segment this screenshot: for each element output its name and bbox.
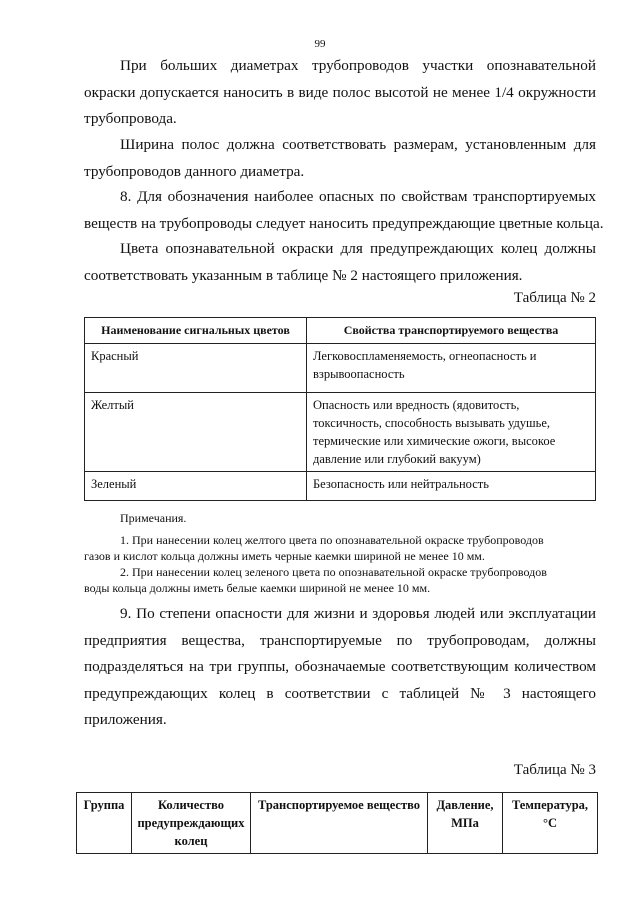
table-cell: Красный: [85, 344, 307, 393]
table-cell: Желтый: [85, 393, 307, 472]
text-line: предупреждающих колец в соответствии с таблицей № 3 настоящего: [84, 684, 596, 702]
text-line: 8. Для обозначения наиболее опасных по свойствам транспортируемых: [120, 188, 596, 205]
note-line: воды кольца должны иметь белые каемки шириной не менее 10 мм.: [84, 581, 431, 595]
table-header-cell: Транспортируемое вещество: [251, 793, 428, 854]
text-line: приложения.: [84, 711, 167, 728]
table-3-caption: Таблица № 3: [513, 762, 596, 778]
note-line: 1. При нанесении колец желтого цвета по опознавательной окраске трубопроводов: [120, 533, 544, 547]
text-line: окраски допускается наносить в виде полос высотой не менее 1/4 окружности: [84, 83, 596, 101]
text-line: предприятия вещества, транспортируемые по трубопроводам, должны: [84, 631, 596, 649]
paragraph-stripe-width: [84, 132, 596, 185]
table-cell: Легковоспламеняемость, огнеопасность и взрывоопасность: [307, 344, 596, 393]
text-line: Ширина полос должна соответствовать размерам, установленным для: [120, 136, 596, 153]
table-cell: Зеленый: [85, 472, 307, 501]
text-line: соответствовать указанным в таблице № 2 настоящего приложения.: [84, 266, 523, 284]
text-line: 9. По степени опасности для жизни и здоровья людей или эксплуатации: [120, 605, 596, 622]
paragraph-stripes: [84, 53, 596, 133]
paragraph-item-9: [84, 601, 596, 734]
notes-title: Примечания.: [120, 511, 187, 525]
table-2-caption: Таблица № 2: [513, 290, 596, 306]
text-line: Цвета опознавательной окраски для предупреждающих колец должны: [120, 240, 596, 257]
table-3: [76, 792, 598, 854]
notes-block: [84, 510, 599, 596]
table-cell: Безопасность или нейтральность: [307, 472, 596, 501]
text-line: трубопроводов данного диаметра.: [84, 162, 305, 180]
table-2: [84, 317, 596, 501]
paragraph-item-8: [84, 184, 604, 237]
table-header-cell: Свойства транспортируемого вещества: [307, 318, 596, 344]
table-header-cell: Группа: [77, 793, 132, 854]
table-header-row: [77, 793, 598, 854]
text-line: трубопровода.: [84, 110, 177, 127]
table-header-cell: Температура, °С: [503, 793, 598, 854]
table-header-row: [85, 318, 596, 344]
table-header-cell: Наименование сигнальных цветов: [85, 318, 307, 344]
text-line: При больших диаметрах трубопроводов участки опознавательной: [120, 57, 596, 74]
page-number: 99: [314, 38, 326, 50]
table-header-cell: Количество предупреждающих колец: [132, 793, 251, 854]
note-line: газов и кислот кольца должны иметь черные каемки шириной не менее 10 мм.: [84, 549, 485, 563]
table-cell: Опасность или вредность (ядовитость, токсичность, способность вызывать удушье, термические или химические ожоги, высокое давление или глубокий вакуум): [307, 393, 596, 472]
text-line: подразделяться на три группы, обозначаемые соответствующим количеством: [84, 658, 596, 675]
paragraph-ring-colors: [84, 236, 596, 289]
table-row: [85, 472, 596, 501]
note-line: 2. При нанесении колец зеленого цвета по опознавательной окраске трубопроводов: [120, 565, 547, 579]
table-header-cell: Давление, МПа: [428, 793, 503, 854]
text-line: веществ на трубопроводы следует наносить предупреждающие цветные кольца.: [84, 214, 604, 232]
table-row: [85, 344, 596, 393]
table-row: [85, 393, 596, 472]
